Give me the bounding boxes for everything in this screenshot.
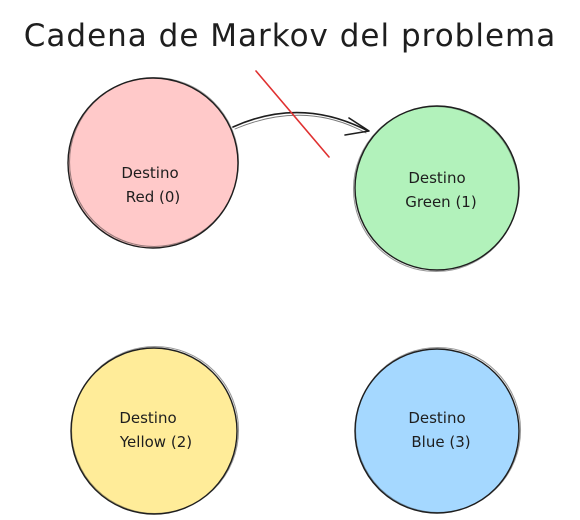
node-blue: [355, 348, 521, 514]
node-green-label-line1: Destino: [408, 169, 466, 187]
node-red: [68, 78, 239, 249]
node-yellow: [71, 347, 239, 515]
node-red-label-line2: Red (0): [125, 188, 181, 206]
node-blue-label-line2: Blue (3): [411, 433, 471, 451]
diagram-title: Cadena de Markov del problema: [23, 18, 557, 54]
node-red-label-line1: Destino: [121, 164, 179, 182]
node-yellow-label-line2: Yellow (2): [119, 433, 193, 451]
node-green: [354, 106, 520, 272]
node-green-label-line2: Green (1): [405, 193, 477, 211]
node-blue-label-line1: Destino: [408, 409, 466, 427]
node-yellow-label-line1: Destino: [119, 409, 177, 427]
edge-red-to-green: [233, 71, 369, 157]
